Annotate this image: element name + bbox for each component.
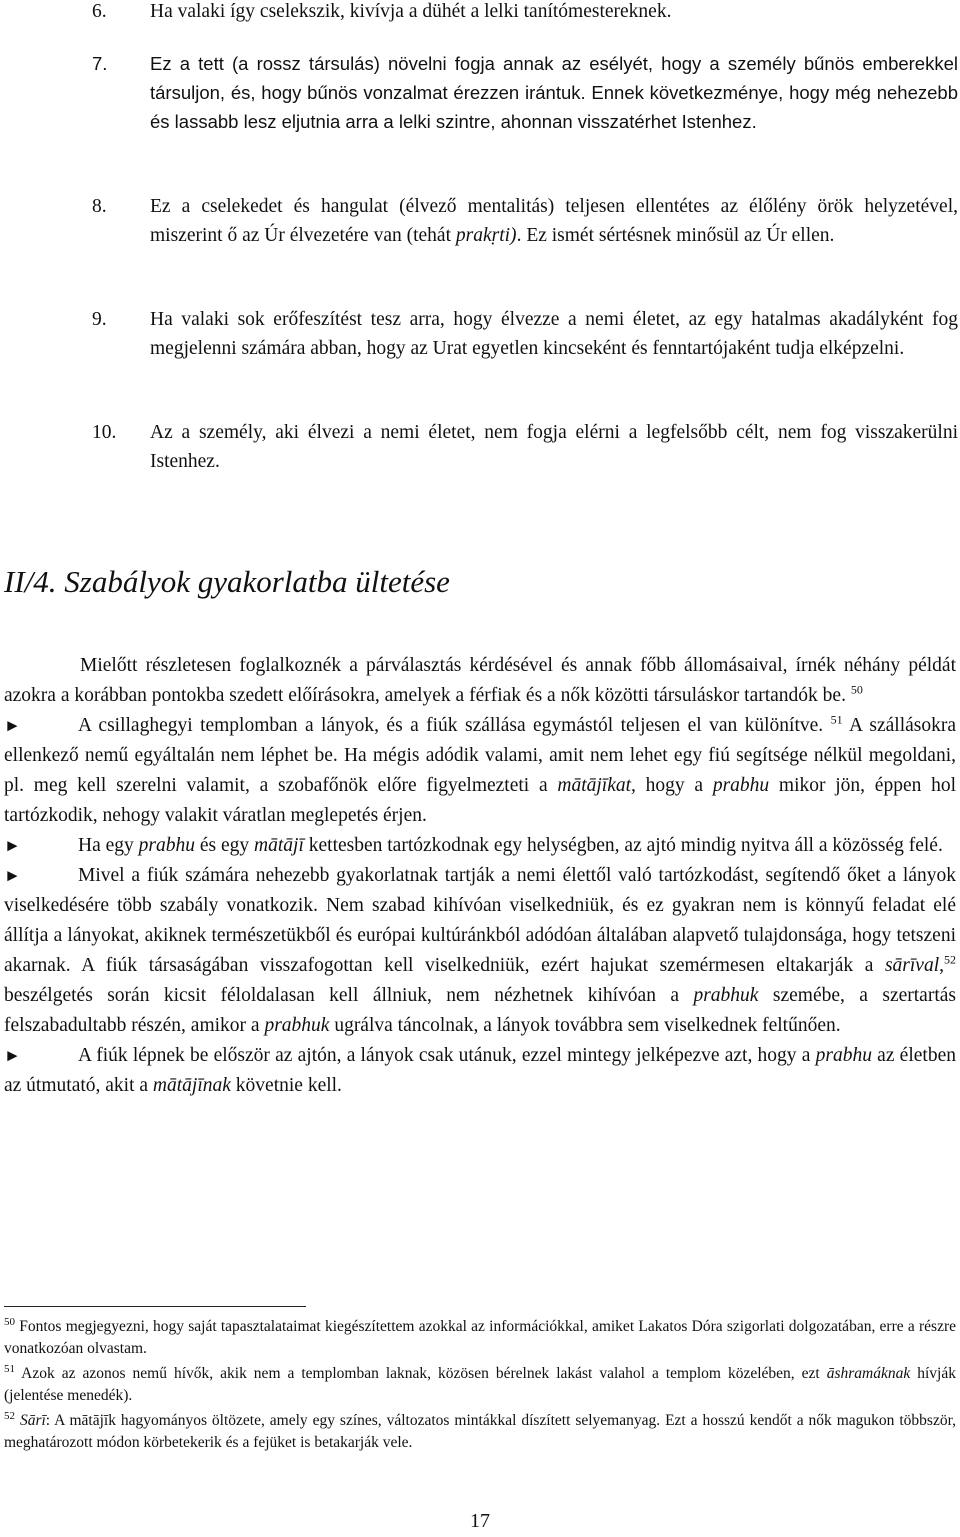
footnotes	[4, 1316, 956, 1457]
list-number: 6.	[92, 1, 107, 22]
list-text: Ez a cselekedet és hangulat (élvező mentalitás) teljesen ellentétes az élőlény örök helyzetével, miszerint ő az Úr élvezetére van (tehát prakṛti). Ez ismét sértésnek minősül az Úr ellen.	[150, 196, 958, 246]
list-text: Ha valaki így cselekszik, kivívja a dühét a lelki tanítómestereknek.	[150, 1, 672, 22]
bullet-paragraph: ► A fiúk lépnek be először az ajtón, a lányok csak utánuk, ezzel mintegy jelképezve azt, hogy a prabhu az életben az útmutató, akit a mātājīnak követnie kell.	[4, 1041, 956, 1101]
page-number: 17	[470, 1510, 490, 1532]
bullet-paragraph: ► A csillaghegyi templomban a lányok, és a fiúk szállása egymástól teljesen el van különítve. $^{51}$ A szállásokra ellenkező nemű egyáltalán nem léphet be. Ha mégis adódik valami, amit nem lehet egy fiú segítsége nélkül megoldani, pl. meg kell szerelni valamit, a szobafőnök előre figyelmezteti a mātājīkat, hogy a prabhu mikor jön, éppen hol tartózkodik, nehogy valakit váratlan meglepetés érjen.	[4, 712, 957, 826]
list-number: 9.	[92, 309, 107, 330]
list-item	[92, 0, 958, 26]
list-text: Az a személy, aki élvezi a nemi életet, nem fogja elérni a legfelsőbb célt, nem fog visszakerülni Istenhez.	[150, 422, 958, 472]
list-item	[92, 49, 958, 136]
list-text: Ez a tett (a rossz társulás) növelni fogja annak az esélyét, hogy a személy bűnös emberekkel társuljon, és, hogy bűnös vonzalmat érezzen irántuk. Ennek következménye, hogy még nehezebb és lassabb lesz eljutnia arra a lelki szintre, ahonnan visszatérhet Istenhez.	[150, 53, 958, 132]
arrow-bullet-icon: ►	[4, 836, 21, 855]
footnote-ref[interactable]: 52	[944, 952, 956, 967]
footnote-ref[interactable]: 50	[850, 682, 863, 697]
footnote-divider	[4, 1306, 306, 1307]
footnote-number: 52	[4, 1409, 15, 1422]
list-item	[92, 418, 958, 476]
list-number: 8.	[92, 196, 107, 217]
footnote: $^{51}$ Azok az azonos nemű hívők, akik nem a templomban laknak, közösen bérelnek lakást valahol a templom közelében, ezt āshramáknak hívják (jelentése menedék).	[4, 1362, 956, 1404]
italic-term: prakṛti)	[455, 225, 517, 246]
list-text: Ha valaki sok erőfeszítést tesz arra, hogy élvezze a nemi életet, az egy hatalmas akadályként fog megjelenni számára abban, hogy az Urat egyetlen kincseként és fenntartójaként tudja elképzelni.	[150, 309, 958, 359]
intro-paragraph: Mielőtt részletesen foglalkoznék a párválasztás kérdésével és annak főbb állomásaival, írnék néhány példát azokra a korábban pontokba szedett előírásokra, amelyek a férfiak és a nők közötti társuláskor tartandók be. $^{50}$	[4, 655, 956, 706]
arrow-bullet-icon: ►	[4, 866, 21, 885]
list-item	[92, 192, 958, 250]
footnote-number: 50	[4, 1315, 15, 1328]
arrow-bullet-icon: ►	[4, 716, 21, 735]
section-heading: II/4. Szabályok gyakorlatba ültetése	[4, 564, 450, 599]
footnote-ref[interactable]: 51	[830, 712, 843, 727]
list-number: 10.	[92, 422, 117, 443]
list-item	[92, 305, 958, 363]
bullet-paragraph: ► Ha egy prabhu és egy mātājī kettesben tartózkodnak egy helységben, az ajtó mindig nyitva áll a közösség felé.	[4, 831, 956, 861]
footnote: $^{52}$ Sārī: A mātājīk hagyományos öltözete, amely egy színes, változatos mintákkal díszített selyemanyag. Ezt a hosszú kendőt a nők magukon többször, meghatározott módon körbetekerik és a fejüket is betakarják vele.	[4, 1409, 957, 1451]
list-number: 7.	[92, 53, 108, 74]
footnote: $^{50}$ Fontos megjegyezni, hogy saját tapasztalataimat kiegészítettem azokkal az információkkal, amiket Lakatos Dóra szigorlati dolgozatában, erre a részre vonatkozóan olvastam.	[4, 1315, 956, 1357]
arrow-bullet-icon: ►	[4, 1046, 21, 1065]
body-text	[4, 651, 956, 1101]
bullet-paragraph: ► Mivel a fiúk számára nehezebb gyakorlatnak tartják a nemi élettől való tartózkodást, segítendő őket a lányok viselkedésére több szabály vonatkozik. Nem szabad kihívóan viselkedniük, és ez gyakran nem is könnyű feladat elé állítja a lányokat, akiknek természetükből és európai kultúránkból adódóan általában alapvető tulajdonsága, hogy tetszeni akarnak. A fiúk társaságában visszafogottan kell viselkedniük, ezért hajukat szemérmesen eltakarják a sārīval,$^{52}$ beszélgetés során kicsit féloldalasan kell állniuk, nem nézhetnek kihívóan a prabhuk szemébe, a szertartás felszabadultabb részén, amikor a prabhuk ugrálva táncolnak, a lányok továbbra sem viselkednek feltűnően.	[4, 861, 956, 1041]
footnote-number: 51	[4, 1362, 15, 1375]
